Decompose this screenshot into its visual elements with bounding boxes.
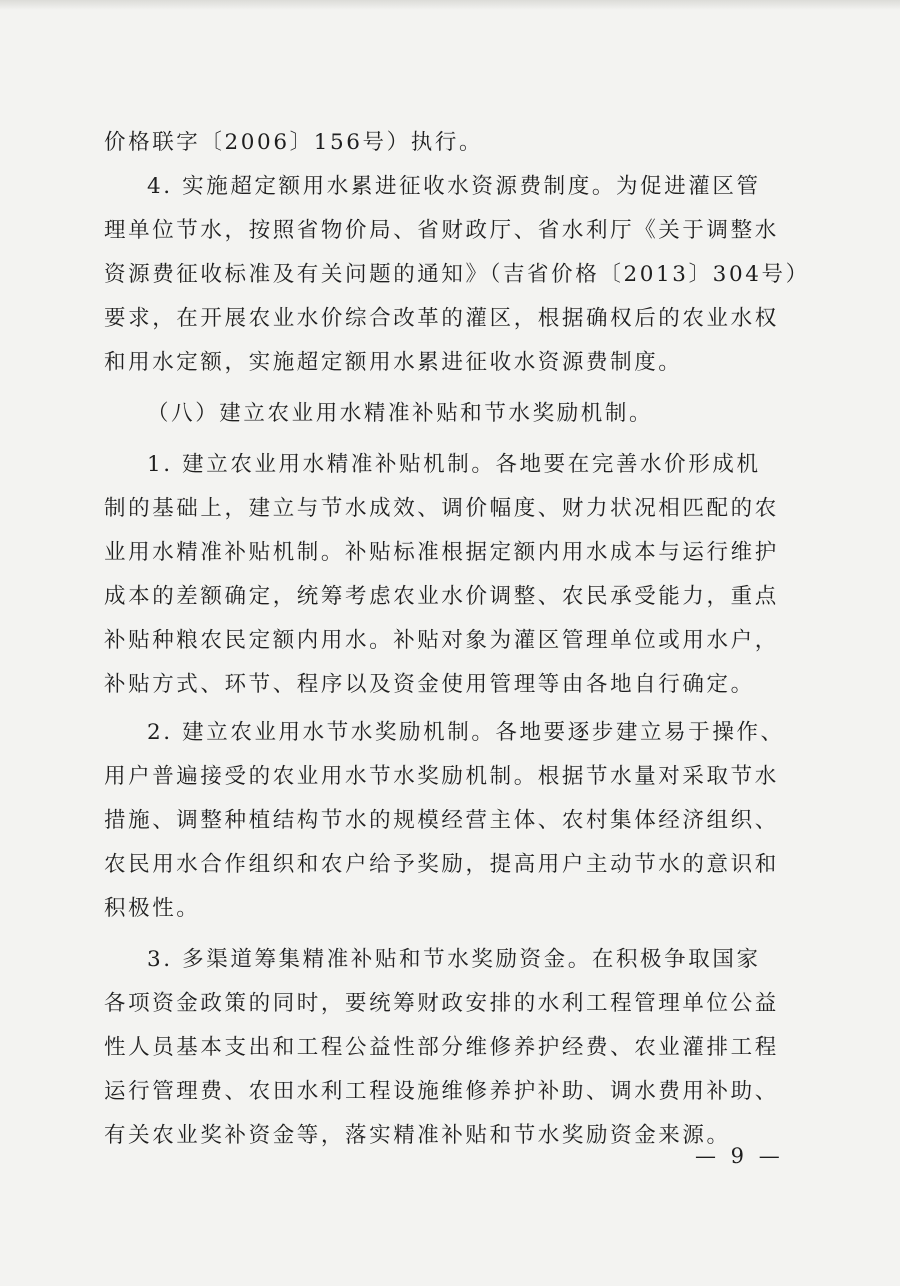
text-line: 3. 多渠道筹集精准补贴和节水奖励资金。在积极争取国家 (147, 947, 761, 972)
text-line: 价格联字〔2006〕156号）执行。 (104, 130, 484, 155)
text-line: 制的基础上，建立与节水成效、调价幅度、财力状况相匹配的农 (104, 496, 779, 521)
text-line: 1. 建立农业用水精准补贴机制。各地要在完善水价形成机 (147, 452, 761, 477)
text-line: 资源费征收标准及有关问题的通知》（吉省价格〔2013〕304号） (104, 262, 810, 287)
text-line: 积极性。 (104, 896, 201, 921)
text-line: 补贴方式、环节、程序以及资金使用管理等由各地自行确定。 (104, 672, 755, 697)
text-line: 业用水精准补贴机制。补贴标准根据定额内用水成本与运行维护 (104, 540, 779, 565)
text-line: 和用水定额，实施超定额用水累进征收水资源费制度。 (104, 350, 683, 375)
text-line: 4. 实施超定额用水累进征收水资源费制度。为促进灌区管 (147, 174, 761, 199)
page-number: — 9 — (695, 1144, 784, 1168)
text-line: 措施、调整种植结构节水的规模经营主体、农村集体经济组织、 (104, 808, 779, 833)
text-line: 用户普遍接受的农业用水节水奖励机制。根据节水量对采取节水 (104, 764, 779, 789)
text-line: 农民用水合作组织和农户给予奖励，提高用户主动节水的意识和 (104, 852, 779, 877)
text-line: 补贴种粮农民定额内用水。补贴对象为灌区管理单位或用水户， (104, 628, 779, 653)
text-line: 2. 建立农业用水节水奖励机制。各地要逐步建立易于操作、 (147, 720, 785, 745)
text-line: 理单位节水，按照省物价局、省财政厅、省水利厅《关于调整水 (104, 218, 779, 243)
scan-top-edge (0, 0, 900, 10)
text-line: 成本的差额确定，统筹考虑农业水价调整、农民承受能力，重点 (104, 584, 779, 609)
text-line: 运行管理费、农田水利工程设施维修养护补助、调水费用补助、 (104, 1079, 779, 1104)
section-heading: （八）建立农业用水精准补贴和节水奖励机制。 (147, 401, 654, 426)
text-line: 各项资金政策的同时，要统筹财政安排的水利工程管理单位公益 (104, 991, 779, 1016)
text-line: 有关农业奖补资金等，落实精准补贴和节水奖励资金来源。 (104, 1123, 731, 1148)
text-line: 性人员基本支出和工程公益性部分维修养护经费、农业灌排工程 (104, 1035, 779, 1060)
text-line: 要求，在开展农业水价综合改革的灌区，根据确权后的农业水权 (104, 306, 779, 331)
